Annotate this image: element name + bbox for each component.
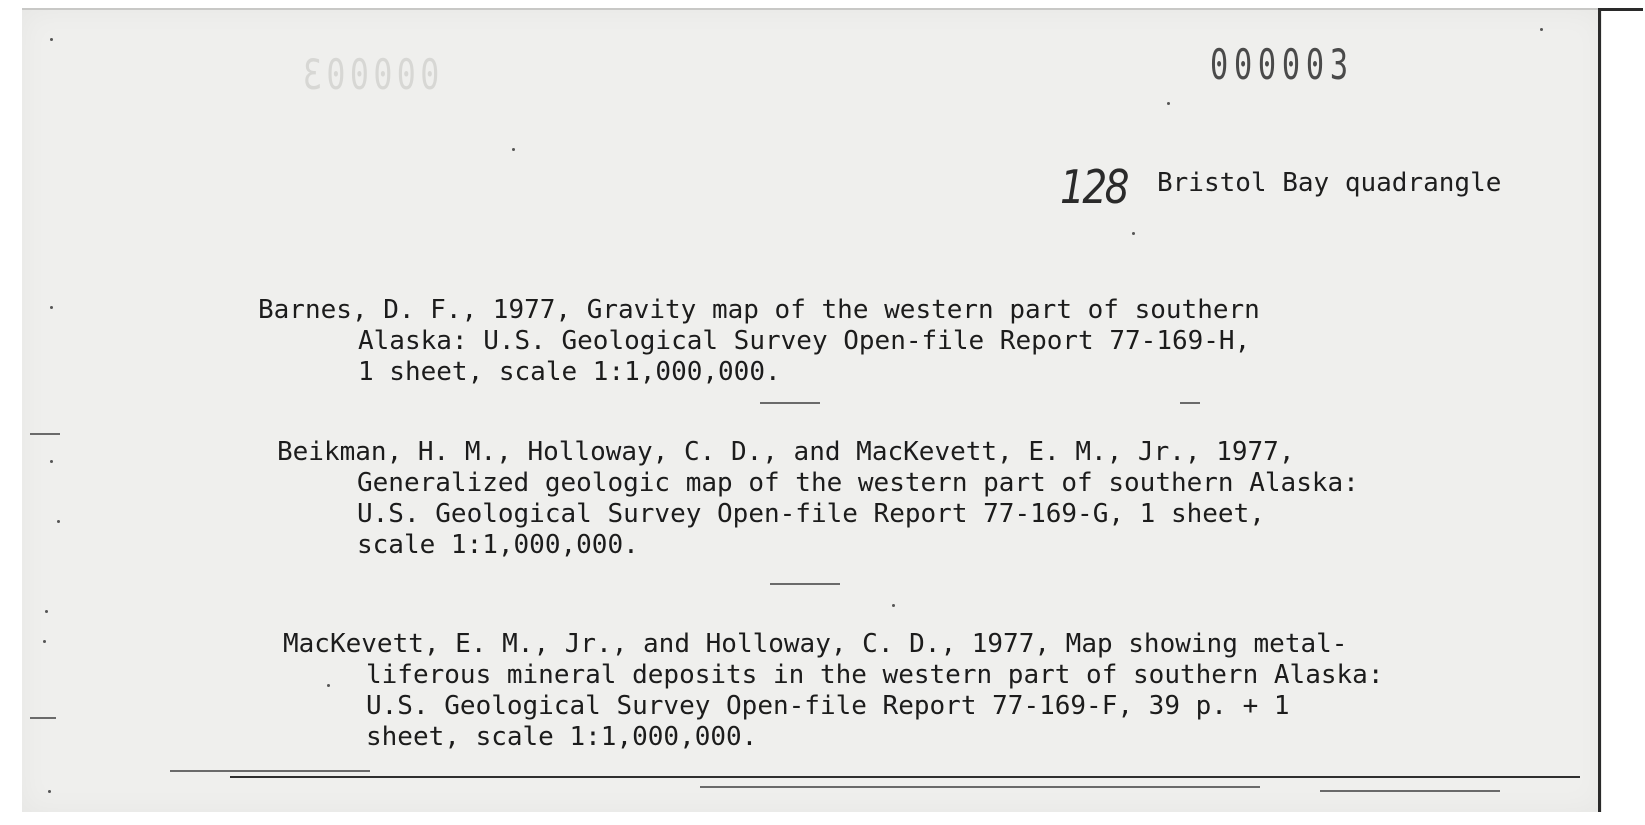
scan-speck [1132,232,1135,235]
reference-line: Generalized geologic map of the western part of southern Alaska: [357,468,1359,498]
reference-line: liferous mineral deposits in the western part of southern Alaska: [366,660,1384,690]
quadrangle-number: 128 [1060,160,1127,214]
scan-speck [45,610,48,613]
reference-line: 1 sheet, scale 1:1,000,000. [358,357,781,387]
scan-dash [30,433,60,435]
scan-dash [700,786,1260,788]
scan-speck [1540,28,1543,31]
reference-line: sheet, scale 1:1,000,000. [366,722,758,752]
reference-line: U.S. Geological Survey Open-file Report 77-169-G, 1 sheet, [357,499,1265,529]
scan-dash [1180,402,1200,404]
reference-mackevett [283,629,1383,753]
bleed-through-number: 000003 [298,50,440,99]
scan-speck [50,460,53,463]
scan-speck [50,306,53,309]
scan-speck [892,604,895,607]
reference-line: Beikman, H. M., Holloway, C. D., and MacKevett, E. M., Jr., 1977, [277,437,1295,467]
scan-speck [57,520,60,523]
quadrangle-name: Bristol Bay quadrangle [1157,168,1502,198]
scan-speck [512,148,515,151]
scan-dash [760,402,820,404]
reference-line: U.S. Geological Survey Open-file Report 77-169-F, 39 p. + 1 [366,691,1290,721]
scan-dash [170,770,370,772]
scan-dash [30,717,56,719]
scan-dash [770,583,840,585]
scan-speck [50,38,53,41]
reference-line: Alaska: U.S. Geological Survey Open-file Report 77-169-H, [358,326,1251,356]
scan-speck [327,684,330,687]
scan-speck [1167,102,1170,105]
reference-line: MacKevett, E. M., Jr., and Holloway, C. D., 1977, Map showing metal- [283,629,1348,659]
card-number: 000003 [1210,40,1354,89]
reference-line: Barnes, D. F., 1977, Gravity map of the western part of southern [258,295,1260,325]
scan-speck [48,790,51,793]
bottom-rule [230,776,1580,778]
scan-dash [1320,790,1500,792]
reference-beikman [277,437,1359,561]
card-top-edge [1598,8,1643,11]
scan-speck [43,640,46,643]
reference-line: scale 1:1,000,000. [357,530,639,560]
card-right-edge [1598,8,1601,812]
scan-margin [1170,812,1645,825]
reference-barnes [258,295,1260,388]
